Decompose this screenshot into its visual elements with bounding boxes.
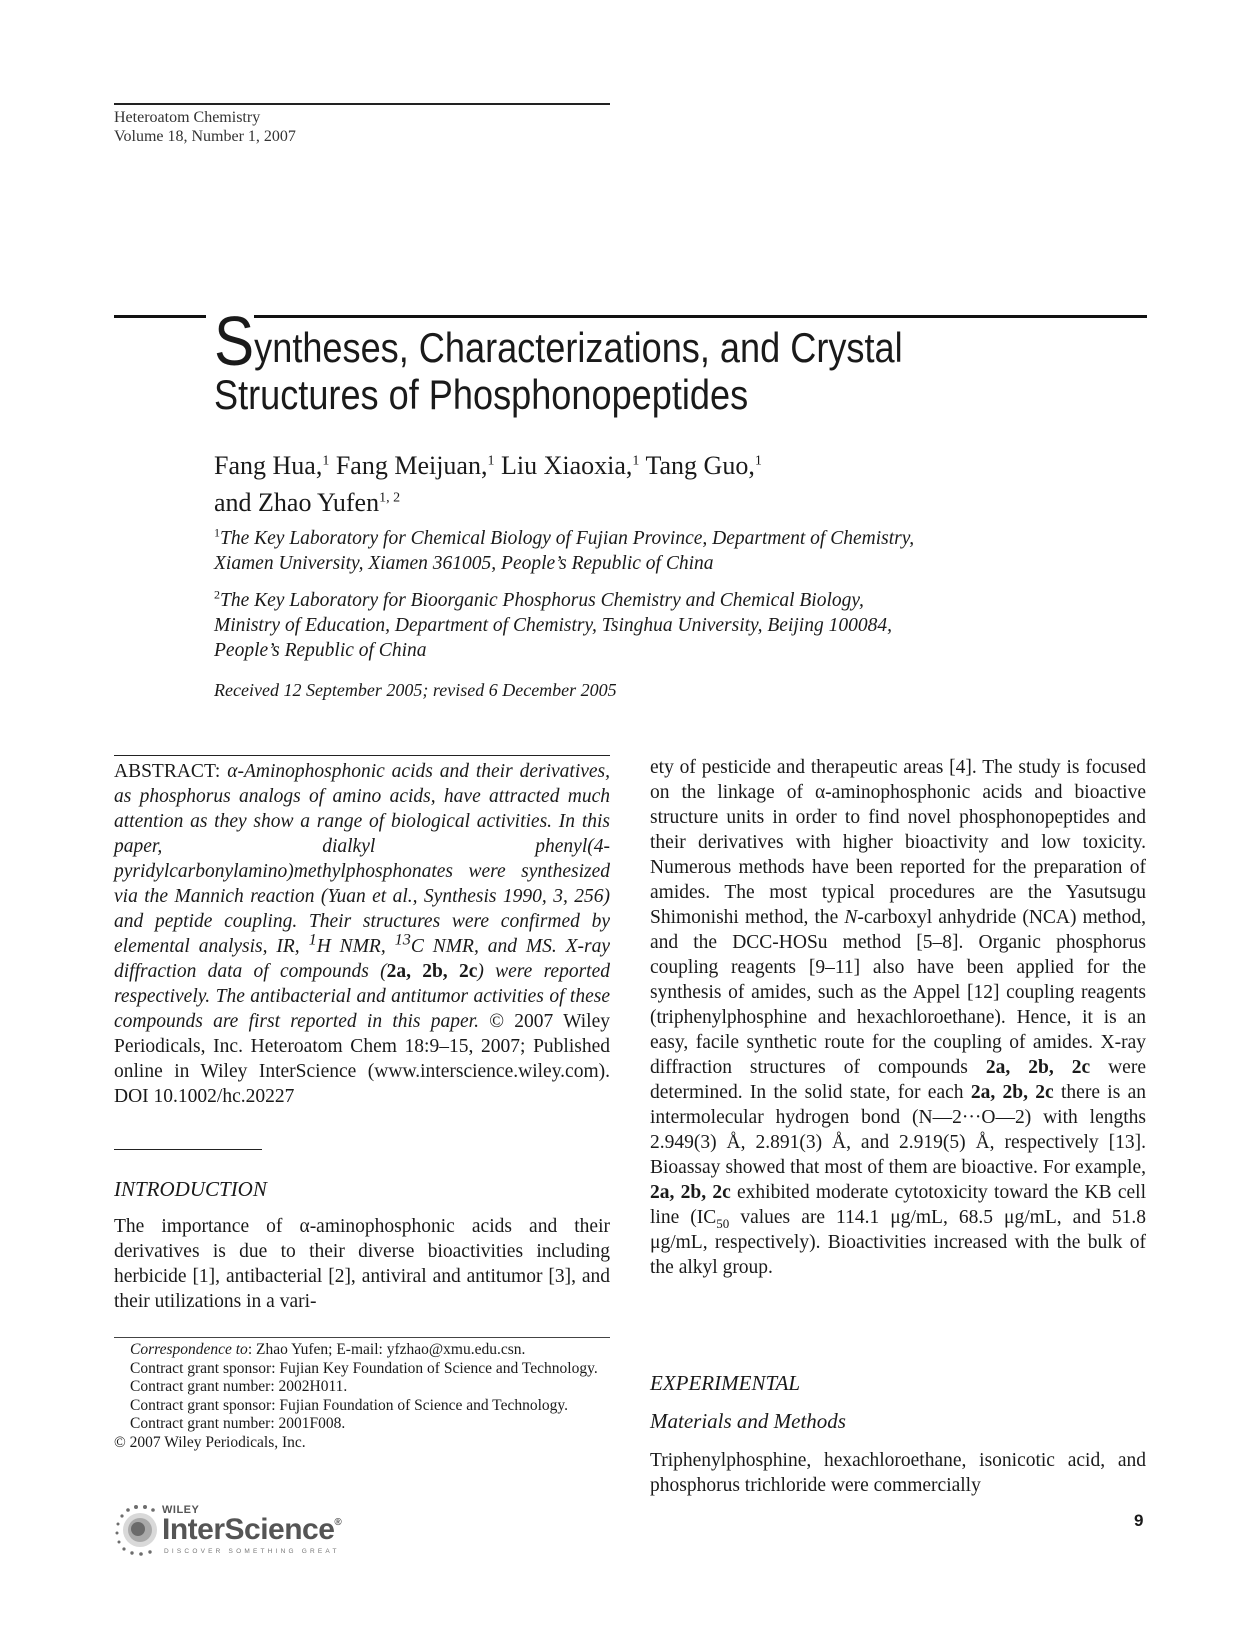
author-affil-sup: 1 xyxy=(487,453,495,469)
affiliation-line: Xiamen University, Xiamen 361005, People’s Republic of China xyxy=(214,553,714,574)
paper-title xyxy=(214,302,1022,418)
page-number: 9 xyxy=(1134,1511,1144,1530)
right-column-text xyxy=(650,755,1146,1280)
globe-dots-icon xyxy=(114,1504,166,1556)
experimental-heading: EXPERIMENTAL xyxy=(650,1371,801,1395)
received-dates: Received 12 September 2005; revised 6 December 2005 xyxy=(214,680,617,700)
introduction-text: The importance of α-aminophosphonic acids and their derivatives is due to their diverse bioactivities including herbicide [1], antibacterial [2], antiviral and antitumor [3], and their utilizations in a vari- xyxy=(114,1216,610,1312)
abstract-rule xyxy=(114,755,610,756)
body-text: -carboxyl anhydride (NCA) method, and the DCC-HOSu method [5–8]. Organic phosphorus coupling reagents [9–11] also have been applied for the synthesis of amides, such as the Appel [12] coupling reagents (triphenylphosphine and hexachloroethane). Hence, it is an easy, facile synthetic route for the coupling of amides. X-ray diffraction structures of compounds xyxy=(650,907,1146,1078)
logo-name-text: InterScience xyxy=(162,1513,335,1546)
affiliation-line: The Key Laboratory for Chemical Biology of Fujian Province, Department of Chemistry, xyxy=(220,528,915,549)
affiliation-marker: 2 xyxy=(214,587,220,602)
wiley-interscience-logo xyxy=(114,1504,344,1560)
abstract-copyright: © 2007 Wiley Periodicals, Inc. Heteroatom Chem 18:9–15, 2007; Published online in Wiley InterScience (www.interscience.wiley.com). DOI 10.1002/hc.20227 xyxy=(114,1011,611,1107)
logo-wiley-text: WILEY xyxy=(162,1504,200,1516)
affiliation-line: The Key Laboratory for Bioorganic Phosphorus Chemistry and Chemical Biology, xyxy=(220,590,864,611)
author-affil-sup: 1 xyxy=(632,453,640,469)
abstract xyxy=(114,759,610,1109)
abstract-end-rule xyxy=(114,1149,262,1150)
footnote-copyright: © 2007 Wiley Periodicals, Inc. xyxy=(114,1433,306,1451)
journal-rule xyxy=(114,103,610,105)
affiliation-marker: 1 xyxy=(214,525,220,540)
compound-labels: 2a, 2b, 2c xyxy=(985,1057,1091,1078)
italic-n: N xyxy=(844,907,858,928)
body-text: values are 114.1 μg/mL, 68.5 μg/mL, and 51.8 μg/mL, respectively). Bioactivities increased with the bulk of the alkyl group. xyxy=(650,1207,1146,1278)
author-list xyxy=(214,447,1114,521)
logo-tagline: DISCOVER SOMETHING GREAT xyxy=(164,1548,340,1555)
body-text: there is an intermolecular hydrogen bond (N—2···O—2) with lengths 2.949(3) Å, 2.891(3) Å, and 2.919(5) Å, respectively [13]. Bioassay showed that most of them are bioactive. For example, xyxy=(650,1082,1147,1178)
author-name: and Zhao Yufen xyxy=(214,488,380,517)
superscript: 1 xyxy=(308,930,317,949)
materials-heading: Materials and Methods xyxy=(650,1409,846,1433)
correspondence-text: : Zhao Yufen; E-mail: yfzhao@xmu.edu.csn. xyxy=(247,1341,526,1358)
compound-labels: 2a, 2b, 2c xyxy=(386,961,478,982)
contract-sponsor: Contract grant sponsor: Fujian Foundation of Science and Technology. xyxy=(130,1396,569,1414)
author-name: Fang Meijuan, xyxy=(335,451,488,480)
abstract-text: H NMR, xyxy=(316,936,386,957)
journal-header xyxy=(114,108,296,146)
title-line-1: yntheses, Characterizations, and Crystal xyxy=(254,324,903,371)
correspondence-label: Correspondence to xyxy=(130,1341,248,1358)
contract-sponsor: Contract grant sponsor: Fujian Key Foundation of Science and Technology. xyxy=(130,1359,598,1377)
journal-volume: Volume 18, Number 1, 2007 xyxy=(114,128,296,145)
affiliation-2 xyxy=(214,588,1094,663)
contract-number: Contract grant number: 2001F008. xyxy=(130,1415,346,1433)
title-rule-left xyxy=(114,315,206,318)
abstract-text: α-Aminophosphonic acids and their derivatives, as phosphorus analogs of amino acids, have attracted much attention as they show a range of biological activities. In this paper, dialkyl phenyl(4-pyridylcarbonylamino)methylphosphonates were synthesized via the Mannich reaction (Yuan et al., Synthesis 1990, 3, 256) and peptide coupling. Their structures were confirmed by elemental analysis, IR, xyxy=(114,761,611,957)
abstract-text: ) were reported respectively. The antibacterial and antitumor activities of these compounds are first reported in this paper. xyxy=(114,961,611,1032)
compound-labels: 2a, 2b, 2c xyxy=(650,1182,731,1203)
body-text: exhibited moderate cytotoxicity toward the KB cell line (IC xyxy=(650,1182,1147,1228)
author-affil-sup: 1, 2 xyxy=(379,490,401,506)
abstract-text: C NMR, and MS. X-ray diffraction data of compounds ( xyxy=(114,936,611,982)
introduction-heading: INTRODUCTION xyxy=(114,1177,267,1201)
contract-number: Contract grant number: 2002H011. xyxy=(130,1378,348,1396)
body-text: were determined. In the solid state, for each xyxy=(650,1057,1146,1103)
subscript: 50 xyxy=(716,1215,730,1231)
author-affil-sup: 1 xyxy=(754,453,762,469)
compound-labels: 2a, 2b, 2c xyxy=(970,1082,1054,1103)
title-dropcap: S xyxy=(214,302,255,380)
affiliation-1 xyxy=(214,526,1094,576)
footnote-rule xyxy=(114,1337,610,1338)
affiliation-line: People’s Republic of China xyxy=(214,640,427,661)
body-text: ety of pesticide and therapeutic areas [4]. The study is focused on the linkage of α-aminophosphonic acids and bioactive structure units in order to find novel phosphonopeptides and their derivatives with higher bioactivity and low toxicity. Numerous methods have been reported for the preparation of amides. The most typical procedures are the Yasutsugu Shimonishi method, the xyxy=(650,757,1146,928)
author-name: Liu Xiaoxia, xyxy=(500,451,633,480)
affiliation-line: Ministry of Education, Department of Chemistry, Tsinghua University, Beijing 100084, xyxy=(214,615,892,636)
abstract-label: ABSTRACT: xyxy=(114,761,221,782)
title-line-2: Structures of Phosphonopeptides xyxy=(214,371,749,418)
author-name: Fang Hua, xyxy=(214,451,323,480)
logo-name xyxy=(162,1513,341,1547)
registered-mark: ® xyxy=(334,1517,342,1528)
author-name: Tang Guo, xyxy=(645,451,755,480)
materials-text: Triphenylphosphine, hexachloroethane, isonicotic acid, and phosphorus trichloride were commercially xyxy=(650,1450,1146,1496)
journal-name: Heteroatom Chemistry xyxy=(114,109,261,126)
footnotes xyxy=(114,1341,610,1453)
author-affil-sup: 1 xyxy=(322,453,330,469)
superscript: 13 xyxy=(394,930,411,949)
